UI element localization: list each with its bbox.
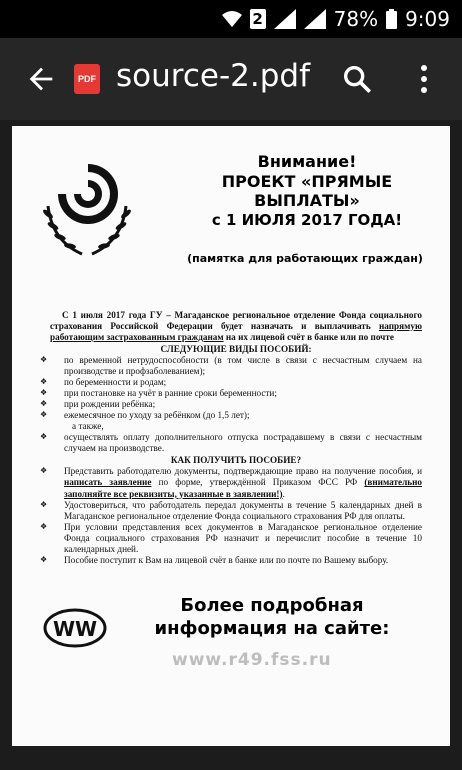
list-item: ❖ При условии представления всех документов в Магаданское региональное отделение Фонда социального страхования РФ назначит и перечислит пособие в течение 10 календарных дней. [50,522,422,555]
intro-text: С 1 июля 2017 года ГУ – Магаданское региональное отделение Фонда социального страхования Российской Федерации будет назначать и выплачивать [50,310,422,332]
status-bar [0,0,462,38]
document-body [50,310,422,566]
list-item: ❖ ежемесячное по уходу за ребёнком (до 1,5 лет); [50,410,422,421]
step-text: . [282,488,285,499]
list-item: ❖ Пособие поступит к Вам на лицевой счёт в банке или по почте по Вашему выбору. [50,555,422,566]
list-item: ❖ по беременности и родам; [50,377,422,388]
list-item: ❖ осуществлять оплату дополнительного отпуска пострадавшему в связи с несчастным случаем на производстве. [50,432,422,454]
more-info-line1: Более подробная [180,595,364,616]
list-item: ❖ Удостовериться, что работодатель передал документы в течение 5 календарных дней в Магаданское региональное отделение Фонда социального страхования РФ для оплаты. [50,500,422,522]
intro-text-end: на их лицевой счёт в банке или по почте [223,332,394,343]
signal-icon [274,9,296,29]
step-text: по форме, утверждённой Приказом ФСС РФ [151,477,365,488]
app-bar [0,38,462,120]
list-item: ❖ при рождении ребёнка; [50,399,422,410]
steps-list [50,466,422,565]
memo-subtitle: (памятка для работающих граждан) [187,252,423,265]
more-options-icon[interactable] [414,62,434,96]
heading-attention: Внимание! [257,152,357,171]
also-text: а также, [72,421,104,432]
benefit-list [50,355,422,421]
sim-indicator: 2 [250,9,266,29]
section-how-to-get: КАК ПОЛУЧИТЬ ПОСОБИЕ? [170,455,302,466]
pdf-file-icon: PDF [74,64,100,94]
back-arrow-icon[interactable] [24,62,58,96]
wifi-icon [222,10,242,28]
section-benefit-types: СЛЕДУЮЩИЕ ВИДЫ ПОСОБИЙ: [160,344,312,355]
document-viewer[interactable] [0,120,462,770]
heading-date: с 1 ИЮЛЯ 2017 ГОДА! [211,210,403,229]
step-text: Представить работодателю документы, подтверждающие право на получение пособия, и [64,466,422,477]
website-url: www.r49.fss.ru [172,650,332,670]
step-underlined: написать заявление [64,477,152,488]
signal-icon [304,9,326,29]
www-logo [42,604,108,650]
announcement-heading [182,152,432,229]
list-item: ❖ по временной нетрудоспособности (в том числе в связи с несчастным случаем на производстве и профзаболеванием); [50,355,422,377]
fss-emblem-logo [36,146,136,266]
more-info-line2: информация на сайте: [154,618,390,640]
battery-icon [386,9,397,29]
intro-underlined: напрямую работающим застрахованным гражданам [50,321,422,343]
list-item [50,466,422,499]
svg-text:WW: WW [52,617,98,641]
battery-percent: 78% [333,7,379,31]
step-warning: (внимательно заполняйте все реквизиты, указанные в заявлении!) [64,477,423,499]
search-icon[interactable] [340,62,374,96]
clock: 9:09 [405,7,450,31]
document-title: source-2.pdf [116,58,310,94]
heading-project-line1: ПРОЕКТ «ПРЯМЫЕ [221,171,393,191]
pdf-page [12,126,450,746]
list-item: ❖ при постановке на учёт в ранние сроки беременности; [50,388,422,399]
more-info-text [122,594,422,641]
benefit-list-extra [50,432,422,454]
heading-project-line2: ВЫПЛАТЫ» [254,191,360,211]
intro-paragraph [50,310,422,343]
